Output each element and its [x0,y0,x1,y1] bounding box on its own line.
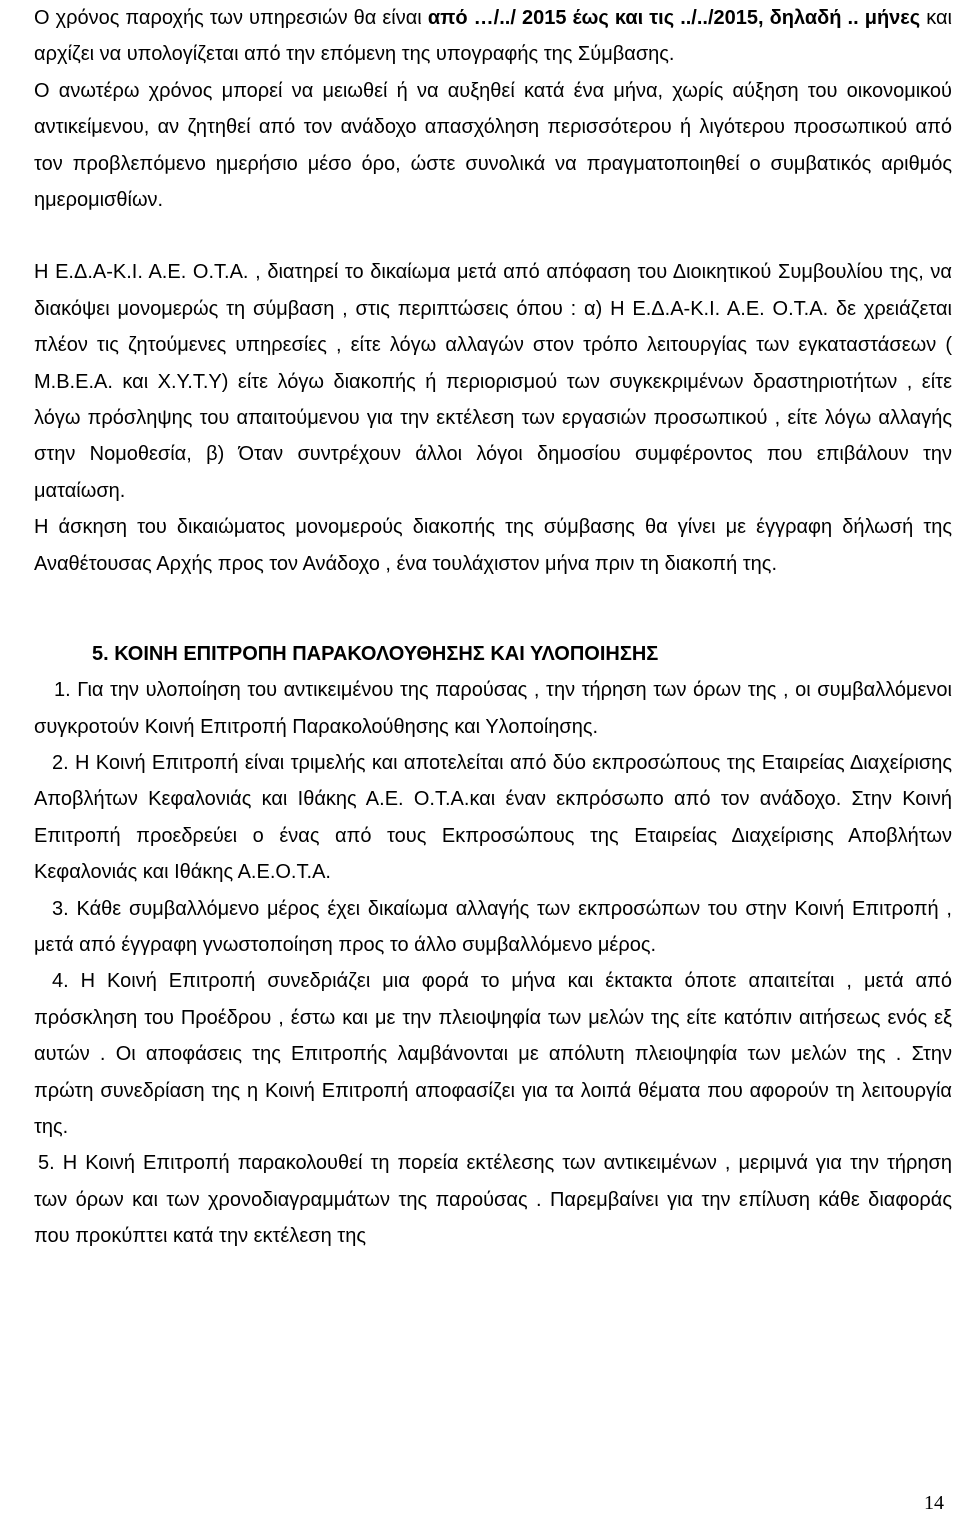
paragraph-service-duration [34,0,952,73]
list-item [34,672,952,745]
section-heading: 5. ΚΟΙΝΗ ΕΠΙΤΡΟΠΗ ΠΑΡΑΚΟΛΟΥΘΗΣΗΣ ΚΑΙ ΥΛΟΠΟΙΗΣΗΣ [92,643,659,666]
list-item [34,1145,952,1254]
item-text: Η Κοινή Επιτροπή συνεδριάζει μια φορά το μήνα και έκτακτα όποτε απαιτείται , μετά από πρόσκληση του Προέδρου , έστω και με την πλειοψηφία των μελών της είτε κατόπιν αιτήσεως ενός εξ αυτών . Οι αποφάσεις της Επιτροπής λαμβάνονται με απόλυτη πλειοψηφία των μελών της . Στην πρώτη συνεδρίαση της η Κοινή Επιτροπή αποφασίζει για τα λοιπά θέματα που αφορούν τη λειτουργία της. [34,970,953,1138]
duration-dates-text: από …/../ 2015 έως και τις ../../2015, δηλαδή .. μήνες [427,7,921,29]
list-item [34,891,952,964]
document-page [34,0,952,1255]
paragraph-termination-notice: Η άσκηση του δικαιώματος μονομερούς διακοπής της σύμβασης θα γίνει με έγγραφη δήλωσή της Αναθέτουσας Αρχής προς τον Ανάδοχο , ένα τουλάχιστον μήνα πριν τη διακοπή της. [34,516,952,575]
item-number: 3. [52,897,69,920]
item-text: Για την υλοποίηση του αντικειμένου της παρούσας , την τήρηση των όρων της , οι συμβαλλόμενοι συγκροτούν Κοινή Επιτροπή Παρακολούθησης και Υλοποίησης. [34,679,952,738]
item-number: 2. [52,751,69,774]
page-number: 14 [924,1492,944,1514]
duration-intro-text: Ο χρόνος παροχής των υπηρεσιών θα είναι [34,7,428,29]
item-text: Η Κοινή Επιτροπή παρακολουθεί τη πορεία εκτέλεσης των αντικειμένων , μεριμνά για την τήρηση των όρων και των χρονοδιαγραμμάτων της παρούσας . Παρεμβαίνει για την επίλυση κάθε διαφοράς που προκύπτει κατά την εκτέλεση της [34,1152,953,1248]
item-number: 5. [38,1152,55,1175]
paragraph-termination-right: Η Ε.Δ.Α-Κ.Ι. Α.Ε. Ο.Τ.Α. , διατηρεί το δικαίωμα μετά από απόφαση του Διοικητικού Συμβουλίου της, να διακόψει μονομερώς τη σύμβαση , στις περιπτώσεις όπου : α) Η Ε.Δ.Α-Κ.Ι. Α.Ε. Ο.Τ.Α. δε χρειάζεται πλέον τις ζητούμενες υπηρεσίες , είτε λόγω αλλαγών στον τρόπο λειτουργίας των εγκαταστάσεων ( Μ.Β.Ε.Α. και Χ.Υ.Τ.Υ) είτε λόγω διακοπής ή περιορισμού των συγκεκριμένων δραστηριοτήτων , είτε λόγω πρόσληψης του απαιτούμενου για την εκτέλεση των εργασιών προσωπικού , είτε λόγω αλλαγής στην Νομοθεσία, β) Όταν συντρέχουν άλλοι λόγοι δημοσίου συμφέροντος που επιβάλουν την ματαίωση. [34,261,952,502]
list-item [34,963,952,1145]
item-number: 1. [54,679,71,702]
duration-outro-text: και αρχίζει να υπολογίζεται από την επόμενη της υπογραφής της Σύμβασης. [34,7,952,66]
item-text: Η Κοινή Επιτροπή είναι τριμελής και αποτελείται από δύο εκπροσώπους της Εταιρείας Διαχείρισης Αποβλήτων Κεφαλονιάς και Ιθάκης Α.Ε. Ο.Τ.Α.και έναν εκπρόσωπο από τον ανάδοχο. Στην Κοινή Επιτροπή προεδρεύει ο ένας από τους Εκπροσώπους της Εταιρείας Διαχείρισης Αποβλήτων Κεφαλονιάς και Ιθάκης Α.Ε.Ο.Τ.Α. [34,751,953,884]
spacer [34,218,952,254]
list-item [34,745,952,891]
spacer [34,582,952,636]
item-text: Κάθε συμβαλλόμενο μέρος έχει δικαίωμα αλλαγής των εκπροσώπων του στην Κοινή Επιτροπή , μετά από έγγραφη γνωστοποίηση προς το άλλο συμβαλλόμενο μέρος. [34,897,952,956]
paragraph-duration-adjustment: Ο ανωτέρω χρόνος μπορεί να μειωθεί ή να αυξηθεί κατά ένα μήνα, χωρίς αύξηση του οικονομικού αντικείμενου, αν ζητηθεί από τον ανάδοχο απασχόληση περισσότερου ή λιγότερου προσωπικού από τον προβλεπόμενο ημερήσιο μέσο όρο, ώστε συνολικά να πραγματοποιηθεί ο συμβατικός αριθμός ημερομισθίων. [34,79,952,212]
item-number: 4. [52,970,69,993]
